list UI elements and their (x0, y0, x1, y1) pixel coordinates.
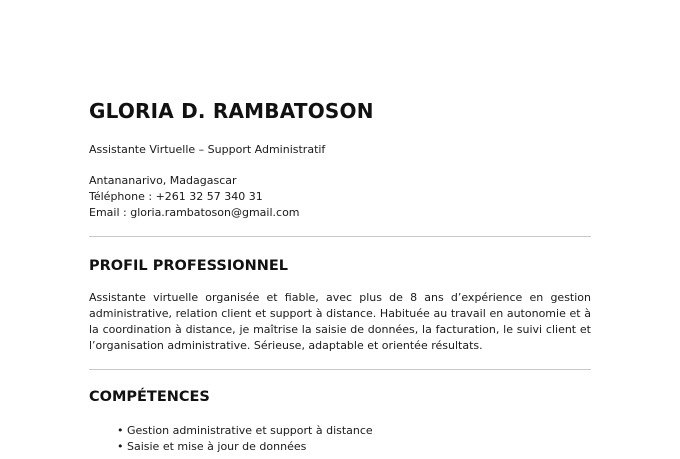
profile-text: Assistante virtuelle organisée et fiable, avec plus de 8 ans d’expérience en gestion administrative, relation client et support à distance. Habituée au travail en autonomie et à la coordination à distance, je maîtrise la saisie de données, la facturation, le suivi client et l’organisation administrative. Sérieuse, adaptable et orientée résultats. (89, 291, 591, 352)
skill-item: • Gestion administrative et support à distance (117, 424, 373, 437)
candidate-name: GLORIA D. RAMBATOSON (89, 99, 374, 123)
contact-email: Email : gloria.rambatoson@gmail.com (89, 206, 300, 219)
section-divider (89, 369, 591, 370)
skill-item: • Saisie et mise à jour de données (117, 440, 307, 453)
skills-heading: COMPÉTENCES (89, 389, 210, 405)
profile-heading: PROFIL PROFESSIONNEL (89, 258, 289, 274)
section-divider (89, 236, 591, 237)
contact-phone: Téléphone : +261 32 57 340 31 (89, 190, 263, 203)
skills-list (117, 423, 373, 455)
contact-location: Antananarivo, Madagascar (89, 174, 237, 187)
job-title: Assistante Virtuelle – Support Administratif (89, 143, 326, 156)
